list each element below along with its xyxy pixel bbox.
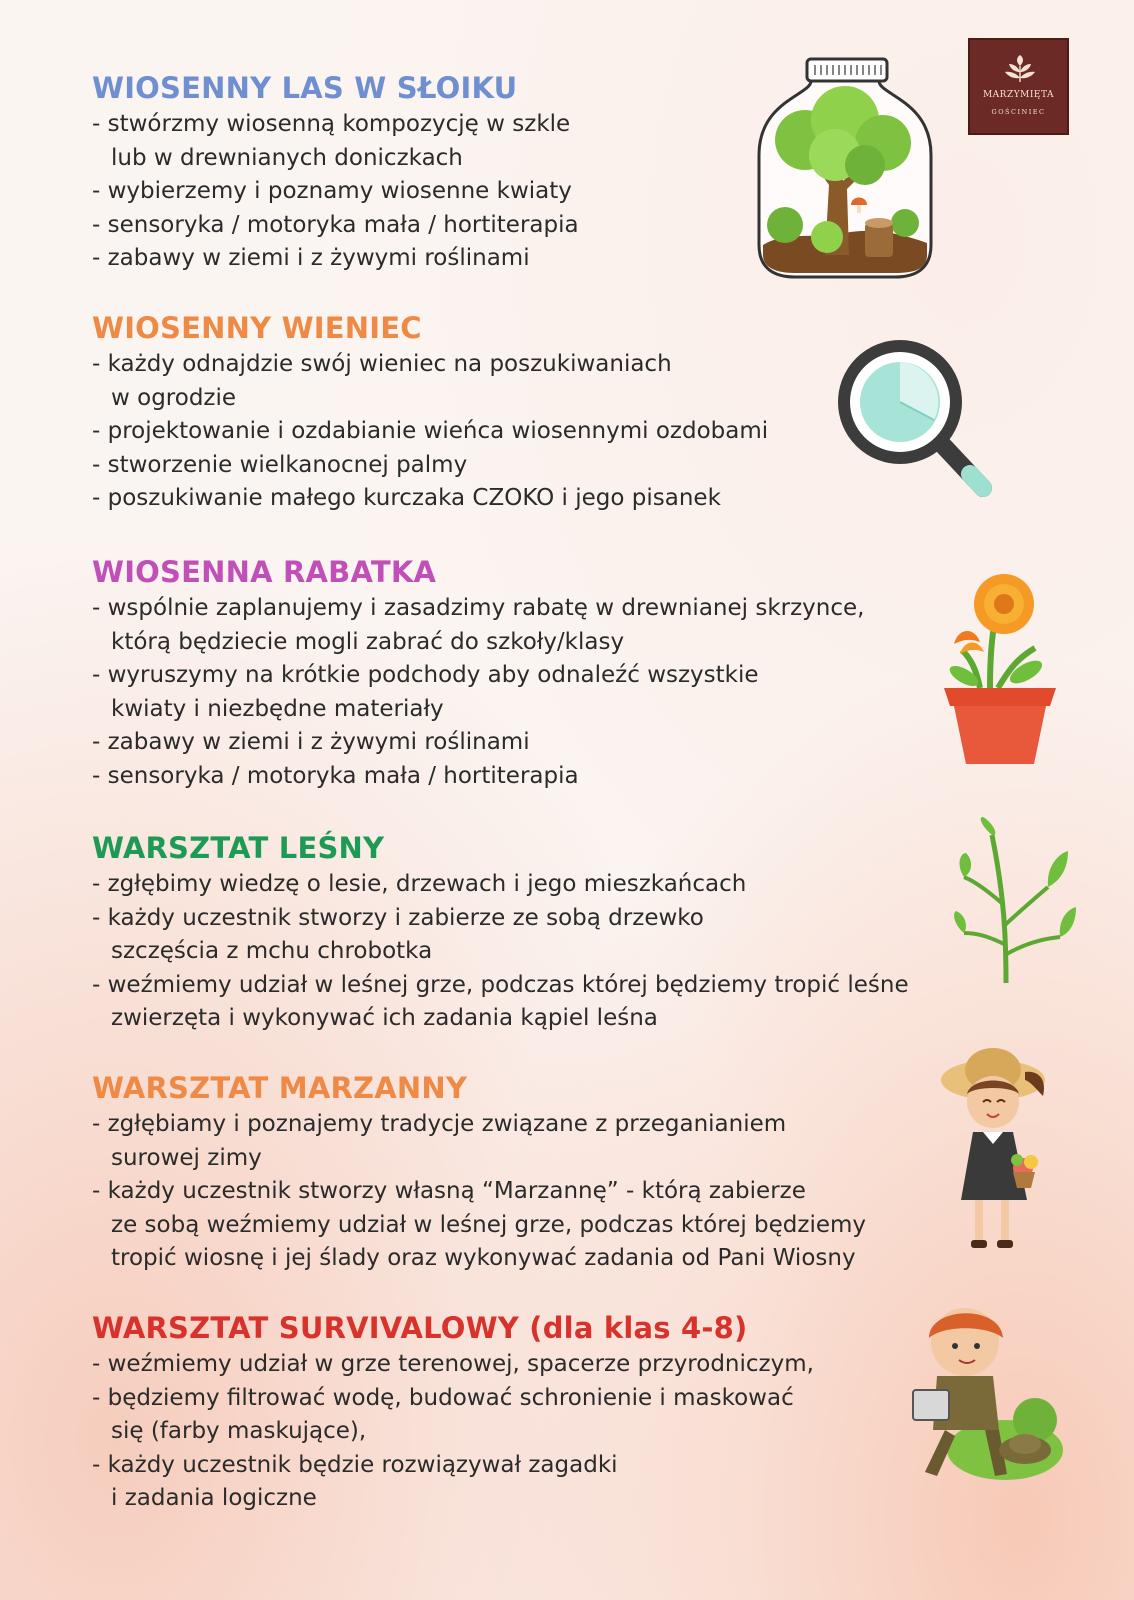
list-item: - każdy uczestnik będzie rozwiązywał zagadki xyxy=(92,1451,618,1478)
list-item-continuation: w ogrodzie xyxy=(111,384,237,411)
section-survival-workshop xyxy=(92,1310,972,1516)
section-lines xyxy=(92,1348,972,1516)
section-lines xyxy=(92,592,972,793)
logo-name: MARZYMIĘTA xyxy=(982,90,1055,100)
list-item: - projektowanie i ozdabianie wieńca wiosennymi ozdobami xyxy=(92,418,769,444)
section-marzanna-workshop xyxy=(92,1070,972,1276)
list-item-continuation: i zadania logiczne xyxy=(111,1485,317,1511)
section-title: WIOSENNY WIENIEC xyxy=(92,311,422,345)
section-title: WARSZTAT SURVIVALOWY (dla klas 4-8) xyxy=(92,1311,748,1345)
list-item: - weźmiemy udział w leśnej grze, podczas której będziemy tropić leśne xyxy=(92,971,909,998)
list-item: - wspólnie zaplanujemy i zasadzimy rabatę w drewnianej skrzynce, xyxy=(92,595,865,621)
list-item-continuation: szczęścia z mchu chrobotka xyxy=(111,938,433,964)
section-title: WIOSENNA RABATKA xyxy=(92,555,437,589)
boy-explorer-illustration-icon xyxy=(885,1300,1065,1490)
list-item: - zabawy w ziemi i z żywymi roślinami xyxy=(92,245,530,271)
section-spring-flowerbed xyxy=(92,554,972,793)
list-item-continuation: lub w drewnianych doniczkach xyxy=(111,144,463,171)
magnifier-icon xyxy=(838,340,998,505)
list-item: - poszukiwanie małego kurczaka CZOKO i jego pisanek xyxy=(92,485,721,511)
flower-pot-icon xyxy=(940,568,1060,768)
leaf-logo-icon xyxy=(1000,54,1040,84)
list-item-continuation: którą będziecie mogli zabrać do szkoły/klasy xyxy=(111,628,625,655)
list-item: - sensoryka / motoryka mała / hortiterapia xyxy=(92,211,579,238)
list-item: - stwórzmy wiosenną kompozycję w szkle xyxy=(92,111,571,137)
section-title: WIOSENNY LAS W SŁOIKU xyxy=(92,71,518,105)
section-lines xyxy=(92,1108,972,1276)
list-item: - każdy uczestnik stworzy własną “Marzannę” - którą zabierze xyxy=(92,1178,806,1204)
section-lines xyxy=(92,868,972,1036)
logo-subtitle: GOŚCINIEC xyxy=(991,108,1046,116)
list-item-continuation: kwiaty i niezbędne materiały xyxy=(111,695,444,722)
list-item: - każdy uczestnik stworzy i zabierze ze sobą drzewko xyxy=(92,904,704,931)
list-item: - wyruszymy na krótkie podchody aby odnaleźć wszystkie xyxy=(92,662,759,688)
list-item: - zabawy w ziemi i z żywymi roślinami xyxy=(92,729,530,755)
list-item: - będziemy filtrować wodę, budować schronienie i maskować xyxy=(92,1384,794,1411)
list-item: - zgłębiamy i poznajemy tradycje związane z przeganianiem xyxy=(92,1111,787,1137)
list-item: - zgłębimy wiedzę o lesie, drzewach i jego mieszkańcach xyxy=(92,871,747,897)
list-item: - stworzenie wielkanocnej palmy xyxy=(92,451,468,478)
list-item-continuation: ze sobą weźmiemy udział w leśnej grze, podczas której będziemy xyxy=(111,1211,867,1238)
list-item: - każdy odnajdzie swój wieniec na poszukiwaniach xyxy=(92,351,672,377)
list-item: - sensoryka / motoryka mała / hortiterapia xyxy=(92,762,579,789)
jar-terrarium-icon xyxy=(755,55,935,285)
list-item-continuation: surowej zimy xyxy=(111,1144,262,1171)
logo xyxy=(968,38,1069,135)
girl-illustration-icon xyxy=(935,1040,1055,1255)
list-item-continuation: tropić wiosnę i jej ślady oraz wykonywać zadania od Pani Wiosny xyxy=(111,1245,856,1271)
section-forest-workshop xyxy=(92,830,972,1036)
section-title: WARSZTAT MARZANNY xyxy=(92,1071,468,1105)
plant-sprout-icon xyxy=(950,815,1080,985)
list-item: - weźmiemy udział w grze terenowej, spacerze przyrodniczym, xyxy=(92,1351,814,1377)
list-item-continuation: się (farby maskujące), xyxy=(111,1418,367,1444)
list-item-continuation: zwierzęta i wykonywać ich zadania kąpiel leśna xyxy=(111,1005,658,1031)
section-title: WARSZTAT LEŚNY xyxy=(92,831,385,865)
list-item: - wybierzemy i poznamy wiosenne kwiaty xyxy=(92,178,572,204)
